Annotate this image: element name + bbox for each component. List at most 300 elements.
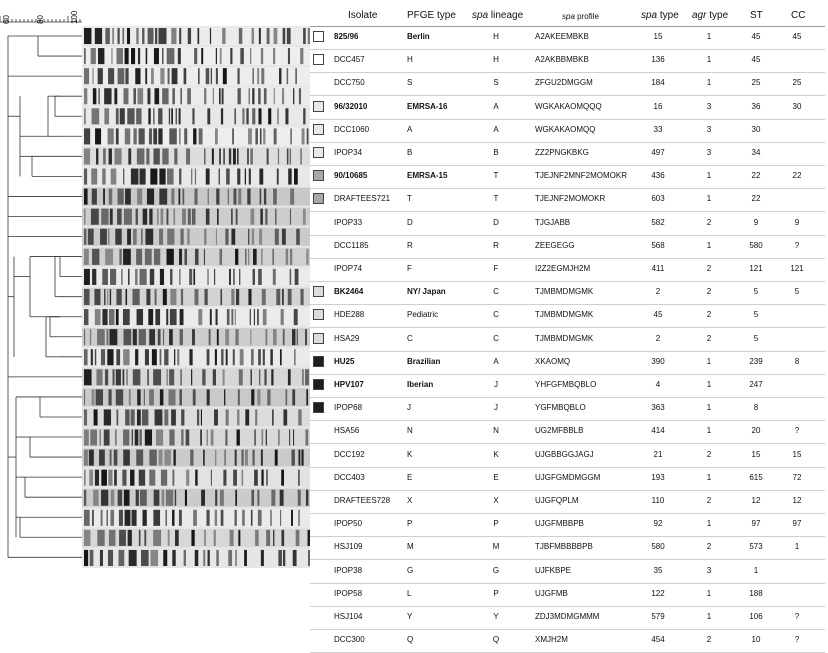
gel-band [278, 429, 280, 445]
header-st: ST [750, 10, 763, 21]
gel-band [295, 269, 299, 285]
gel-band [283, 329, 285, 345]
gel-band [117, 28, 119, 44]
gel-band [262, 429, 264, 445]
gel-band [216, 550, 218, 566]
gel-band [158, 329, 161, 345]
cell-isolate: IPOP74 [334, 264, 363, 273]
gel-band [273, 189, 277, 205]
group-color-box [313, 193, 324, 204]
gel-band [287, 68, 289, 84]
gel-band [302, 128, 305, 144]
gel-band [231, 309, 233, 325]
cell-lineage: D [493, 217, 499, 227]
gel-band [252, 108, 255, 124]
gel-band [178, 48, 181, 64]
cell-agr: 1 [706, 612, 712, 621]
gel-band [110, 289, 111, 305]
cell-profile: TJEJNF2MNF2MOMOKR [535, 171, 627, 181]
group-color-box [313, 147, 324, 158]
gel-band [129, 550, 137, 566]
gel-band [84, 269, 90, 285]
gel-band [193, 389, 196, 405]
gel-band [215, 128, 218, 144]
header-spa-type-rest: type [657, 10, 679, 21]
cell-cc: 9 [794, 217, 800, 227]
table-row [310, 351, 825, 375]
cell-isolate: HU25 [334, 356, 355, 366]
header-isolate: Isolate [348, 10, 378, 21]
gel-band [95, 128, 101, 144]
gel-band [184, 550, 186, 566]
table-row [310, 304, 825, 328]
gel-band [210, 309, 212, 325]
gel-band [191, 530, 194, 546]
gel-band [285, 389, 287, 405]
gel-band [251, 510, 253, 526]
cell-spa-type: 411 [651, 264, 665, 273]
gel-band [253, 249, 257, 265]
gel-band [148, 309, 153, 325]
gel-band [181, 289, 183, 305]
gel-band [181, 409, 184, 425]
gel-band [119, 550, 125, 566]
gel-band [149, 389, 154, 405]
cell-isolate: DCC192 [334, 449, 365, 459]
gel-band [84, 148, 90, 164]
gel-band [166, 309, 168, 325]
gel-band [146, 148, 149, 164]
gel-band [161, 470, 167, 486]
gel-band [169, 128, 176, 144]
gel-band [238, 530, 240, 546]
gel-band [170, 289, 176, 305]
gel-band [281, 309, 284, 325]
gel-band [108, 128, 114, 144]
gel-band [192, 209, 196, 225]
gel-band [235, 309, 236, 325]
gel-lane [82, 168, 310, 186]
gel-band [92, 189, 97, 205]
gel-lane [82, 248, 310, 266]
gel-band [179, 389, 181, 405]
gel-band [84, 450, 88, 466]
cell-agr: 1 [706, 78, 712, 88]
gel-band [99, 429, 100, 445]
gel-band [153, 510, 160, 526]
cell-profile: TJMBMDMGMK [535, 333, 594, 343]
cell-agr: 2 [706, 449, 712, 459]
gel-band [235, 510, 237, 526]
gel-band [255, 128, 258, 144]
gel-band [146, 289, 150, 305]
gel-band [151, 68, 154, 84]
gel-band [157, 209, 159, 225]
gel-band [201, 490, 205, 506]
gel-band [303, 209, 306, 225]
gel-band [251, 349, 254, 365]
gel-band [160, 269, 164, 285]
gel-band [248, 249, 249, 265]
gel-band [267, 389, 270, 405]
gel-band [91, 209, 99, 225]
gel-lane [82, 469, 310, 487]
cell-spa-type: 579 [651, 612, 665, 621]
cell-st: 580 [749, 240, 763, 250]
gel-band [192, 329, 195, 345]
table-row [310, 420, 825, 444]
gel-band [107, 349, 113, 365]
gel-band [164, 409, 168, 425]
cell-profile: UG2MFBBLB [535, 426, 584, 436]
cell-agr: 1 [706, 356, 712, 366]
gel-band [169, 329, 173, 345]
cell-spa-type: 21 [653, 449, 663, 459]
table-row [310, 467, 825, 491]
gel-band [92, 269, 96, 285]
gel-band [108, 550, 113, 566]
gel-band [96, 148, 98, 164]
gel-band [179, 169, 181, 185]
gel-band [90, 429, 97, 445]
cell-pfge: T [407, 194, 412, 204]
gel-band [279, 68, 281, 84]
gel-band [184, 249, 187, 265]
gel-band [135, 269, 138, 285]
gel-band [294, 309, 298, 325]
gel-band [173, 209, 175, 225]
gel-band [112, 28, 114, 44]
gel-band [238, 189, 241, 205]
gel-band [162, 48, 163, 64]
gel-band [223, 470, 226, 486]
table-row [310, 188, 825, 212]
gel-band [226, 409, 229, 425]
table-row [310, 165, 825, 189]
gel-band [283, 409, 287, 425]
gel-band [137, 409, 141, 425]
cell-isolate: IPOP38 [334, 565, 363, 575]
gel-band [197, 409, 199, 425]
gel-band [148, 28, 154, 44]
gel-band [211, 470, 212, 486]
gel-band [153, 530, 161, 546]
cell-profile: I2Z2EGMJH2M [535, 264, 591, 273]
gel-band [84, 249, 89, 265]
gel-band [135, 429, 139, 445]
gel-band [200, 429, 202, 445]
gel-band [206, 169, 210, 185]
gel-band [306, 249, 308, 265]
cell-lineage: G [492, 565, 500, 575]
gel-band [108, 68, 114, 84]
gel-band [287, 148, 289, 164]
gel-band [177, 349, 179, 365]
gel-band [184, 68, 187, 84]
gel-band [101, 349, 105, 365]
cell-lineage: P [493, 519, 499, 529]
gel-band [233, 349, 235, 365]
gel-band [261, 68, 264, 84]
cell-cc: 12 [792, 496, 802, 505]
gel-band [133, 88, 136, 104]
gel-band [110, 269, 116, 285]
gel-band [181, 429, 183, 445]
gel-band [167, 48, 175, 64]
gel-band [150, 269, 154, 285]
cell-agr: 2 [706, 496, 712, 505]
cell-pfge: Brazilian [407, 356, 441, 366]
gel-band [194, 48, 197, 64]
gel-band [123, 309, 130, 325]
gel-band [207, 389, 210, 405]
cell-st: 10 [751, 635, 761, 645]
table-row [310, 96, 825, 120]
cell-profile: ZZ2PNGKBKG [535, 148, 589, 157]
gel-band [225, 229, 228, 245]
gel-band [137, 148, 145, 164]
cell-st: 45 [751, 32, 761, 41]
gel-band [168, 389, 175, 405]
header-spa-type [641, 10, 679, 21]
cell-isolate: IPOP50 [334, 519, 363, 529]
gel-band [255, 409, 257, 425]
cell-spa-type: 33 [653, 124, 663, 134]
gel-band [116, 369, 121, 385]
cell-cc: 72 [792, 472, 802, 482]
gel-band [109, 148, 112, 164]
gel-band [84, 550, 88, 566]
cell-profile: UJGFQPLM [535, 496, 579, 505]
gel-band [251, 490, 254, 506]
gel-band [110, 209, 113, 225]
gel-band [216, 229, 217, 245]
gel-band [126, 369, 128, 385]
gel-band [92, 108, 100, 124]
gel-band [193, 128, 196, 144]
table-row [310, 490, 825, 514]
gel-band [257, 68, 259, 84]
group-color-box [313, 101, 324, 112]
gel-band [154, 48, 159, 64]
cell-st: 45 [751, 55, 761, 65]
gel-band [280, 510, 281, 526]
cell-st: 22 [751, 171, 761, 181]
gel-band [216, 309, 218, 325]
gel-band [225, 329, 229, 345]
gel-lane [82, 268, 310, 286]
gel-band [175, 530, 179, 546]
gel-band [240, 48, 244, 64]
gel-lane [82, 147, 310, 165]
cell-profile: UJGFMBBPB [535, 519, 584, 529]
gel-lane [82, 308, 310, 326]
gel-band [135, 349, 138, 365]
gel-band [252, 88, 254, 104]
gel-lane-bg [82, 529, 310, 547]
gel-band [139, 530, 141, 546]
gel-band [108, 229, 109, 245]
gel-band [162, 148, 168, 164]
cell-profile: A2AKBBMBKB [535, 55, 589, 65]
cell-agr: 3 [706, 101, 712, 111]
gel-band [271, 490, 275, 506]
cell-isolate: IPOP33 [334, 217, 363, 227]
gel-band [219, 169, 220, 185]
gel-band [248, 289, 251, 305]
cell-agr: 3 [706, 148, 712, 157]
gel-band [115, 229, 121, 245]
gel-band [230, 530, 234, 546]
gel-band [258, 349, 261, 365]
gel-band [214, 409, 218, 425]
cell-pfge: J [407, 403, 411, 413]
gel-band [235, 329, 238, 345]
gel-band [150, 169, 157, 185]
gel-band [215, 490, 217, 506]
gel-band [106, 510, 107, 526]
gel-band [270, 510, 271, 526]
cell-spa-type: 390 [651, 356, 665, 366]
gel-band [105, 249, 113, 265]
gel-band [149, 450, 156, 466]
gel-band [201, 409, 202, 425]
gel-band [238, 88, 241, 104]
gel-band [194, 189, 197, 205]
gel-band [245, 409, 249, 425]
gel-band [185, 490, 187, 506]
gel-band [236, 289, 239, 305]
gel-band [264, 189, 266, 205]
cell-agr: 2 [706, 542, 712, 552]
cell-profile: UJGBBGGJAGJ [535, 449, 594, 459]
gel-band [187, 88, 191, 104]
gel-lane [82, 67, 310, 85]
gel-band [229, 269, 231, 285]
gel-band [267, 28, 270, 44]
scale-tick-100: 100 [70, 10, 79, 24]
gel-band [282, 88, 284, 104]
gel-band [220, 48, 222, 64]
gel-band [92, 389, 95, 405]
gel-band [252, 28, 255, 44]
gel-band [211, 429, 214, 445]
cell-spa-type: 414 [651, 426, 665, 436]
cell-st: 97 [751, 519, 761, 529]
gel-band [181, 88, 182, 104]
cell-agr: 1 [706, 426, 712, 436]
gel-band [136, 209, 138, 225]
gel-band [84, 68, 89, 84]
cell-lineage: K [493, 449, 499, 459]
gel-lane [82, 509, 310, 527]
cell-lineage: J [494, 403, 498, 413]
gel-band [84, 108, 86, 124]
cell-lineage: A [493, 124, 499, 134]
gel-band [244, 550, 247, 566]
gel-band [225, 429, 227, 445]
table-row [310, 536, 825, 560]
gel-band [263, 309, 267, 325]
gel-band [255, 530, 259, 546]
gel-band [92, 68, 93, 84]
cell-isolate: DRAFTEES728 [334, 496, 391, 505]
cell-lineage: A [493, 356, 499, 366]
gel-band [137, 189, 142, 205]
cell-lineage: A [493, 101, 499, 111]
gel-band [206, 209, 210, 225]
cell-cc: 45 [792, 32, 802, 41]
gel-band [242, 510, 245, 526]
gel-band [84, 530, 90, 546]
cell-cc: ? [794, 240, 800, 250]
gel-band [180, 309, 184, 325]
gel-band [217, 209, 219, 225]
gel-band [219, 88, 221, 104]
cell-lineage: B [493, 148, 499, 157]
gel-band [249, 169, 251, 185]
cell-pfge: M [407, 542, 414, 552]
gel-band [202, 369, 205, 385]
cell-isolate: DCC300 [334, 635, 365, 645]
gel-band [171, 409, 176, 425]
gel-band [251, 209, 255, 225]
table-row [310, 560, 825, 584]
gel-band [131, 409, 135, 425]
gel-band [195, 249, 199, 265]
cell-profile: ZEEGEGG [535, 240, 575, 250]
group-color-box [313, 402, 324, 413]
gel-band [195, 169, 196, 185]
gel-band [94, 289, 100, 305]
gel-band [145, 429, 152, 445]
cell-spa-type: 184 [651, 78, 665, 88]
gel-band [182, 209, 186, 225]
gel-band [147, 369, 149, 385]
header-spa-lineage-rest: lineage [488, 10, 524, 21]
group-color-box [313, 54, 324, 65]
gel-band [290, 189, 294, 205]
gel-band [171, 28, 176, 44]
gel-band [110, 450, 112, 466]
cell-lineage: H [493, 32, 499, 41]
gel-band [147, 189, 154, 205]
cell-pfge: H [407, 55, 413, 65]
cell-spa-type: 2 [655, 287, 661, 297]
gel-lane [82, 47, 310, 65]
cell-agr: 1 [706, 240, 712, 250]
cell-isolate: DCC750 [334, 78, 365, 88]
gel-band [176, 108, 177, 124]
gel-lane-bg [82, 67, 310, 85]
table-row [310, 26, 825, 50]
gel-band [93, 490, 98, 506]
gel-band [179, 269, 180, 285]
gel-band [292, 329, 295, 345]
gel-band [204, 289, 207, 305]
cell-spa-type: 497 [651, 148, 665, 157]
gel-band [288, 169, 291, 185]
cell-lineage: Q [492, 635, 500, 645]
gel-band [174, 349, 175, 365]
header-agr-type [692, 10, 728, 21]
cell-lineage: T [493, 194, 499, 204]
gel-band [261, 450, 263, 466]
gel-band [248, 128, 252, 144]
cell-spa-type: 568 [651, 240, 665, 250]
gel-band [93, 88, 97, 104]
gel-band [138, 48, 140, 64]
